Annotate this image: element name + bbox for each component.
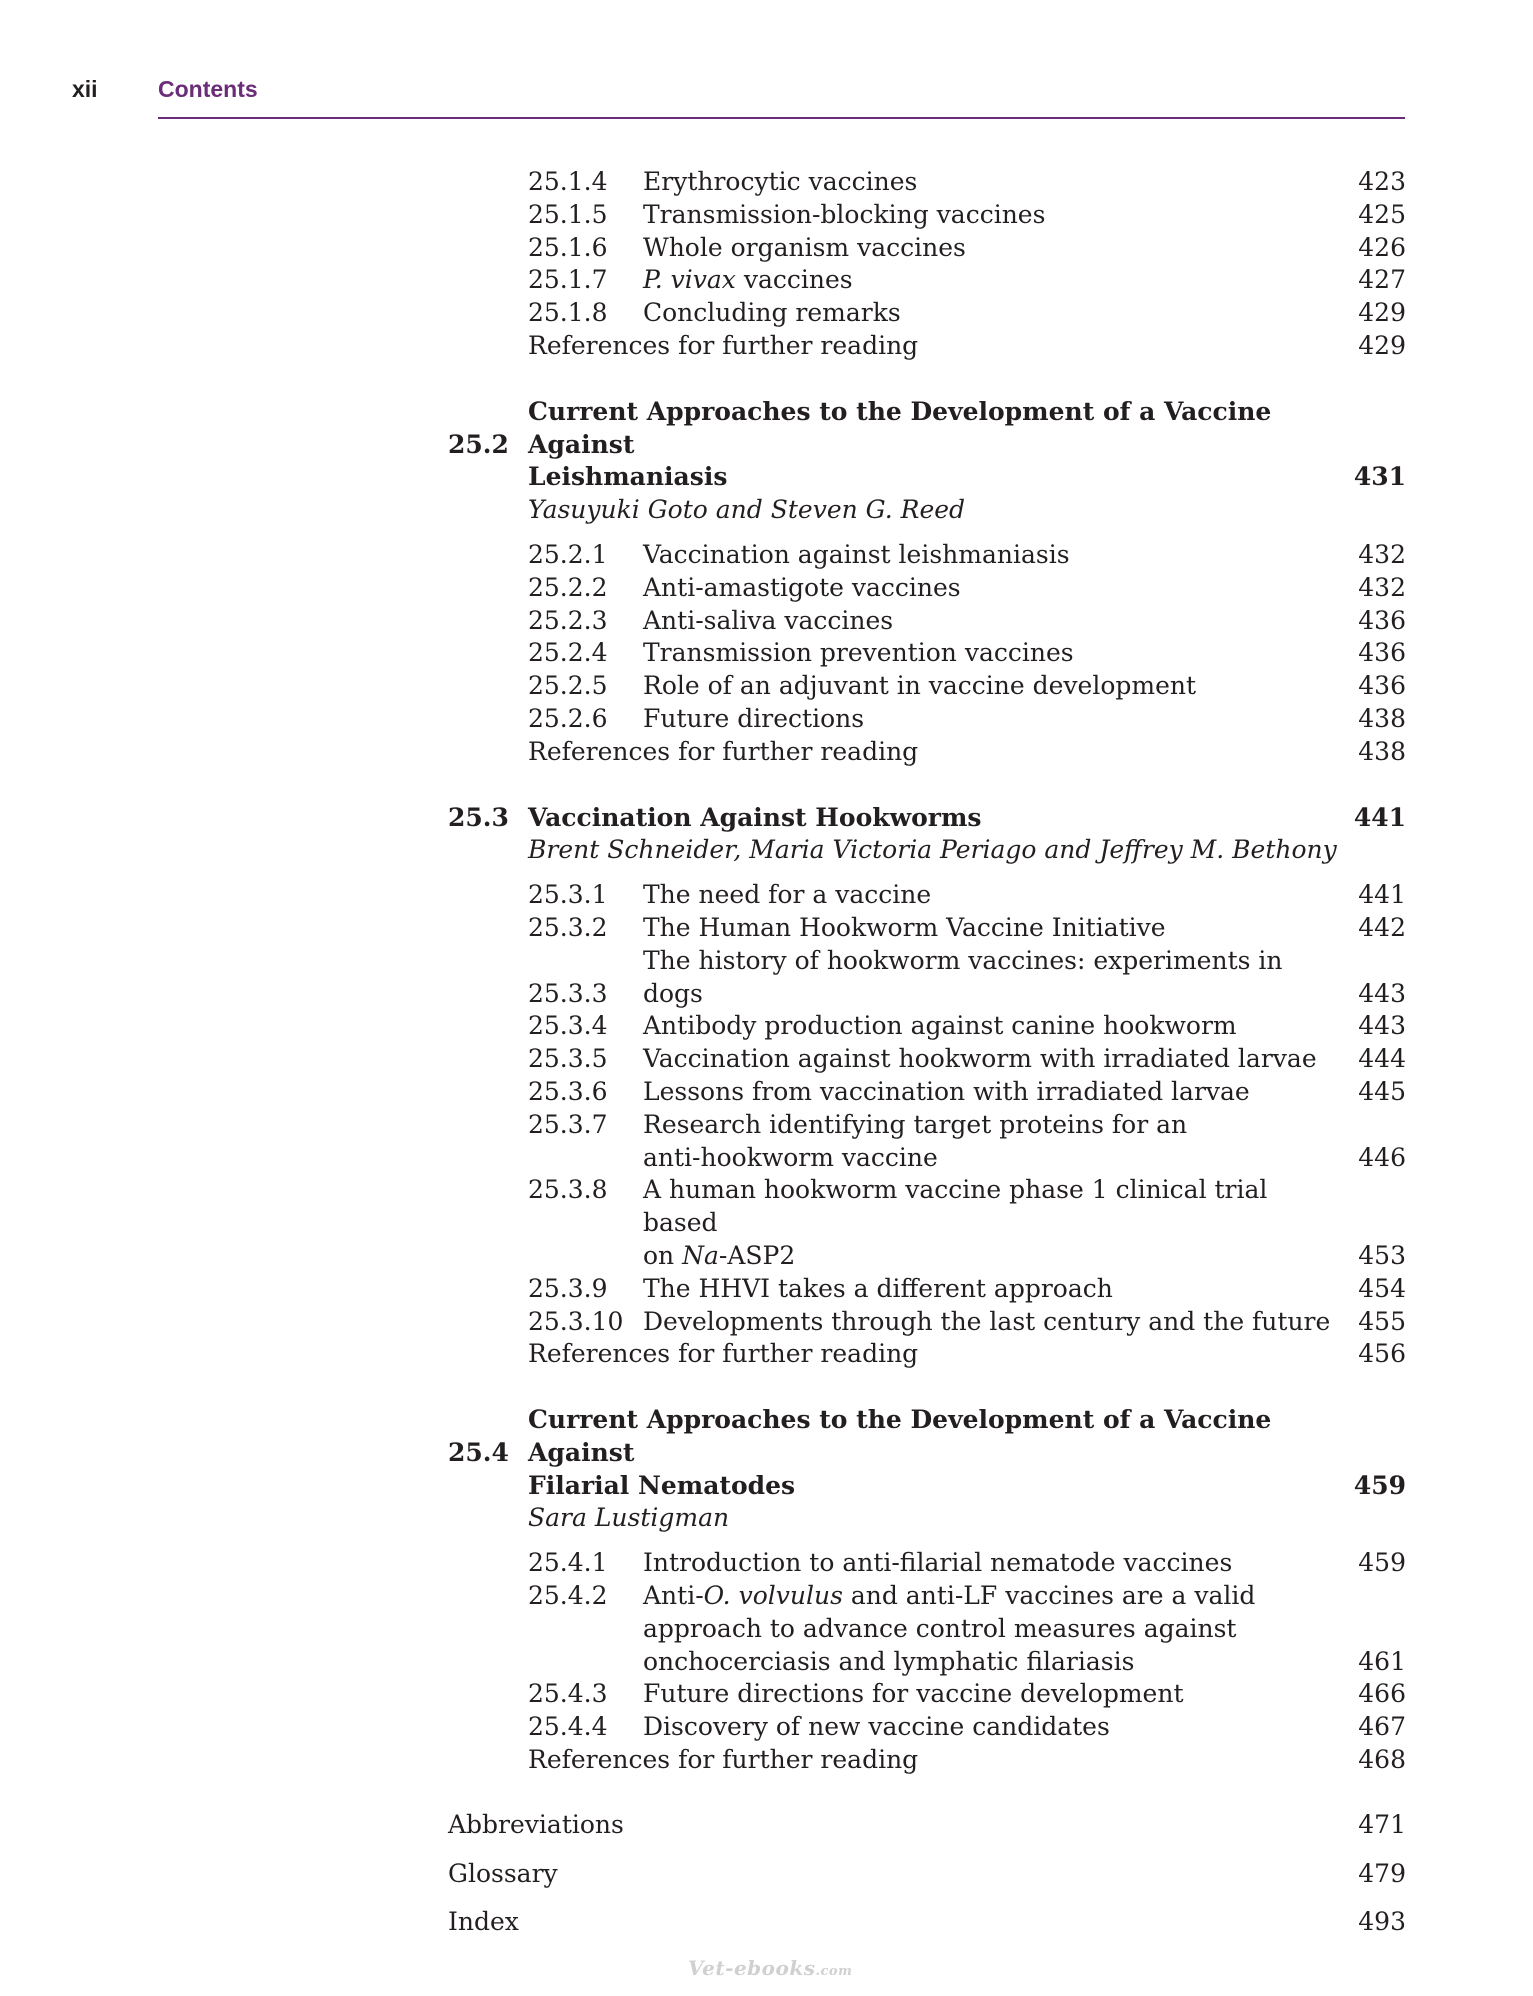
toc-entry (448, 199, 1406, 232)
entry-title-line: A human hookworm vaccine phase 1 clinical trial based (643, 1175, 1268, 1238)
entry-number: 25.3.10 (528, 1306, 624, 1336)
section-authors: Sara Lustigman (528, 1503, 730, 1533)
toc-entry (448, 572, 1406, 605)
entry-title-italic: P. vivax (643, 265, 736, 295)
toc-entry (448, 232, 1406, 265)
entry-title: Antibody production against canine hookworm (643, 1011, 1237, 1041)
entry-title: Future directions for vaccine development (643, 1679, 1184, 1709)
running-header (0, 0, 1533, 130)
entry-number: 25.1.8 (528, 298, 608, 328)
references-label: References for further reading (528, 1745, 919, 1775)
entry-number: 25.3.2 (528, 912, 608, 942)
toc-entry (448, 1076, 1406, 1109)
entry-number: 25.3.5 (528, 1044, 608, 1074)
entry-number: 25.3.7 (528, 1109, 608, 1139)
references-label: References for further reading (528, 330, 919, 360)
entry-title: Future directions (643, 703, 865, 733)
entry-number: 25.4.1 (528, 1548, 608, 1578)
entry-title: Anti-saliva vaccines (643, 605, 894, 635)
back-matter-label: Glossary (448, 1858, 558, 1888)
toc-entry (448, 1678, 1406, 1711)
entry-page: 453 (1358, 1240, 1406, 1270)
entry-title (643, 1109, 1343, 1175)
back-matter-index (448, 1906, 1406, 1939)
entry-page: 429 (1358, 330, 1406, 360)
entry-title: Transmission prevention vaccines (643, 638, 1074, 668)
toc-entry (448, 1547, 1406, 1580)
entry-title (643, 1580, 1343, 1678)
entry-title-line: anti-hookworm vaccine (643, 1142, 938, 1172)
toc-entry (448, 1273, 1406, 1306)
entry-number: 25.2.4 (528, 638, 608, 668)
back-matter-glossary (448, 1858, 1406, 1891)
toc-entry (448, 1043, 1406, 1076)
references-entry (448, 1338, 1406, 1371)
entry-number: 25.4.4 (528, 1712, 608, 1742)
entry-page: 446 (1358, 1142, 1406, 1172)
section-number: 25.2 (448, 429, 509, 459)
entry-page: 438 (1358, 703, 1406, 733)
entry-title-post: and anti-LF vaccines are a valid (842, 1581, 1256, 1611)
entry-page: 436 (1358, 671, 1406, 701)
toc-entry (448, 945, 1406, 1011)
entry-title: The HHVI takes a different approach (643, 1273, 1113, 1303)
entry-title-line: onchocerciasis and lymphatic filariasis (643, 1646, 1135, 1676)
entry-title-rest: vaccines (735, 265, 853, 295)
section-number: 25.3 (448, 802, 509, 832)
entry-number: 25.2.3 (528, 605, 608, 635)
toc-entry (448, 1580, 1406, 1678)
section-heading-25-2 (448, 396, 1406, 462)
back-matter-label: Index (448, 1907, 519, 1937)
running-title: Contents (158, 76, 258, 102)
references-label: References for further reading (528, 736, 919, 766)
toc-entry (448, 1306, 1406, 1339)
toc-entry (448, 670, 1406, 703)
entry-page: 442 (1358, 912, 1406, 942)
entry-number: 25.3.4 (528, 1011, 608, 1041)
toc-entry (448, 912, 1406, 945)
section-authors: Yasuyuki Goto and Steven G. Reed (528, 495, 966, 525)
section-page: 459 (1353, 1470, 1406, 1500)
entry-title-line: Research identifying target proteins for an (643, 1109, 1188, 1139)
entry-number: 25.3.3 (528, 978, 608, 1008)
entry-page: 461 (1358, 1646, 1406, 1676)
references-entry (448, 736, 1406, 769)
entry-title: The need for a vaccine (643, 880, 932, 910)
entry-page: 454 (1358, 1273, 1406, 1303)
entry-page: 445 (1358, 1076, 1406, 1106)
toc-entry (448, 637, 1406, 670)
entry-page: 427 (1358, 265, 1406, 295)
entry-page: 455 (1358, 1306, 1406, 1336)
entry-number: 25.1.7 (528, 265, 608, 295)
table-of-contents (448, 166, 1406, 1939)
entry-page: 479 (1358, 1858, 1406, 1888)
entry-title-italic: Na (682, 1240, 719, 1270)
entry-page: 493 (1358, 1907, 1406, 1937)
entry-title: Whole organism vaccines (643, 232, 966, 262)
section-title-line: Vaccination Against Hookworms (528, 802, 982, 832)
entry-title (643, 264, 1343, 297)
entry-page: 466 (1358, 1679, 1406, 1709)
entry-number: 25.3.8 (528, 1175, 608, 1205)
entry-page: 443 (1358, 1011, 1406, 1041)
toc-entry (448, 703, 1406, 736)
entry-number: 25.4.3 (528, 1679, 608, 1709)
entry-title: The Human Hookworm Vaccine Initiative (643, 912, 1166, 942)
entry-page: 444 (1358, 1044, 1406, 1074)
entry-number: 25.1.5 (528, 199, 608, 229)
entry-number: 25.2.2 (528, 572, 608, 602)
entry-number: 25.1.4 (528, 167, 608, 196)
entry-page: 438 (1358, 736, 1406, 766)
entry-number: 25.3.6 (528, 1076, 608, 1106)
section-page: 431 (1353, 462, 1406, 492)
watermark (688, 1956, 852, 1980)
entry-title: Introduction to anti-filarial nematode vaccines (643, 1548, 1233, 1578)
entry-title: Role of an adjuvant in vaccine development (643, 671, 1197, 701)
toc-entry (448, 1010, 1406, 1043)
section-heading-cont (448, 461, 1406, 494)
entry-page: 429 (1358, 298, 1406, 328)
entry-number: 25.4.2 (528, 1581, 608, 1611)
entry-page: 436 (1358, 605, 1406, 635)
watermark-main: Vet-ebooks (688, 1956, 816, 1980)
entry-page: 443 (1358, 978, 1406, 1008)
entry-number: 25.3.1 (528, 880, 608, 910)
entry-title: Vaccination against hookworm with irradiated larvae (643, 1044, 1317, 1074)
entry-title (643, 1174, 1343, 1272)
entry-page: 456 (1358, 1339, 1406, 1369)
toc-entry (448, 879, 1406, 912)
entry-title-italic: O. volvulus (703, 1581, 843, 1611)
entry-title: Developments through the last century and the future (643, 1306, 1331, 1336)
toc-entry (448, 1174, 1406, 1272)
entry-title: Erythrocytic vaccines (643, 167, 918, 196)
entry-page: 432 (1358, 572, 1406, 602)
back-matter-label: Abbreviations (448, 1809, 624, 1839)
section-heading-cont (448, 1470, 1406, 1503)
back-matter-abbreviations (448, 1809, 1406, 1842)
entry-page: 423 (1358, 167, 1406, 196)
entry-number: 25.3.9 (528, 1273, 608, 1303)
toc-entry (448, 166, 1406, 199)
entry-page: 436 (1358, 638, 1406, 668)
entry-number: 25.2.1 (528, 539, 608, 569)
toc-entry (448, 297, 1406, 330)
entry-title-post: -ASP2 (718, 1240, 796, 1270)
entry-title: Lessons from vaccination with irradiated larvae (643, 1076, 1250, 1106)
toc-entry (448, 605, 1406, 638)
page-folio: xii (72, 76, 98, 102)
entry-page: 441 (1358, 880, 1406, 910)
references-label: References for further reading (528, 1339, 919, 1369)
section-heading-25-3 (448, 802, 1406, 835)
entry-page: 467 (1358, 1712, 1406, 1742)
section-authors: Brent Schneider, Maria Victoria Periago and Jeffrey M. Bethony (528, 835, 1337, 865)
section-title-line: Current Approaches to the Development of a Vaccine Against (528, 396, 1272, 459)
entry-number: 25.1.6 (528, 232, 608, 262)
section-title-line: Leishmaniasis (528, 462, 728, 492)
watermark-suffix: .com (815, 1964, 853, 1979)
toc-entry (448, 264, 1406, 297)
entry-title: The history of hookworm vaccines: experiments in dogs (643, 945, 1283, 1008)
section-title-line: Current Approaches to the Development of a Vaccine Against (528, 1405, 1272, 1467)
entry-page: 432 (1358, 539, 1406, 569)
entry-title-line: approach to advance control measures against (643, 1613, 1237, 1643)
references-entry (448, 330, 1406, 363)
toc-entry (448, 539, 1406, 572)
entry-number: 25.2.5 (528, 671, 608, 701)
references-entry (448, 1744, 1406, 1777)
section-page: 441 (1353, 802, 1406, 832)
entry-title-pre: Anti- (643, 1581, 704, 1611)
entry-title: Concluding remarks (643, 298, 901, 328)
entry-title-pre: on (643, 1240, 683, 1270)
entry-page: 426 (1358, 232, 1406, 262)
toc-entry (448, 1109, 1406, 1175)
entry-title: Transmission-blocking vaccines (643, 199, 1046, 229)
entry-page: 468 (1358, 1745, 1406, 1775)
entry-page: 459 (1358, 1548, 1406, 1578)
entry-title: Discovery of new vaccine candidates (643, 1712, 1110, 1742)
section-number: 25.4 (448, 1437, 509, 1467)
entry-title: Vaccination against leishmaniasis (643, 539, 1070, 569)
entry-number: 25.2.6 (528, 703, 608, 733)
entry-title: Anti-amastigote vaccines (643, 572, 961, 602)
section-heading-25-4 (448, 1404, 1406, 1470)
header-rule (158, 117, 1405, 119)
entry-page: 471 (1358, 1809, 1406, 1839)
entry-page: 425 (1358, 199, 1406, 229)
section-title-line: Filarial Nematodes (528, 1470, 796, 1500)
toc-entry (448, 1711, 1406, 1744)
